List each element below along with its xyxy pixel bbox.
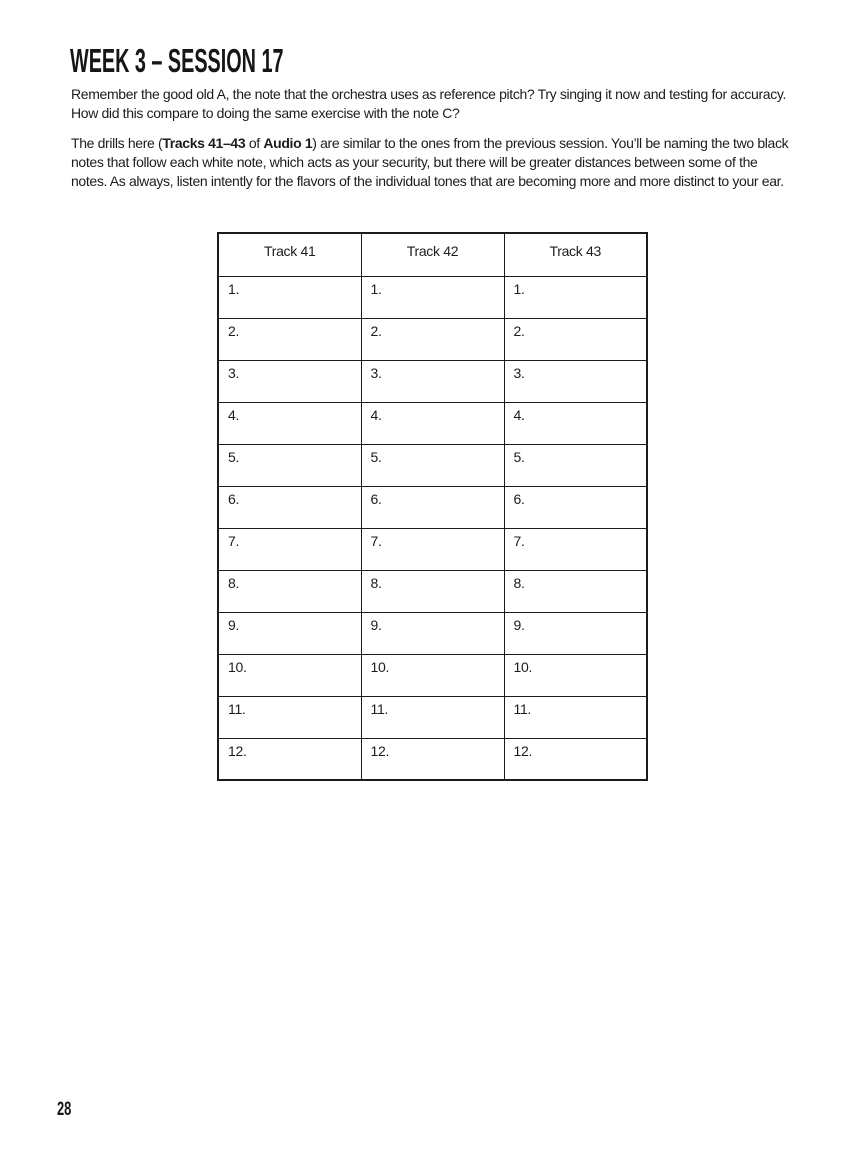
row-number: 8. [361,570,504,612]
table-row [218,612,647,654]
table-row [218,696,647,738]
table-row [218,528,647,570]
row-number: 12. [504,738,647,780]
paragraph-2-of: of [245,135,264,151]
row-number: 10. [361,654,504,696]
row-number: 8. [218,570,361,612]
row-number: 1. [218,276,361,318]
row-number: 5. [218,444,361,486]
table-row [218,276,647,318]
paragraph-2-lead: The drills here ( [71,135,163,151]
table-row [218,360,647,402]
row-number: 11. [218,696,361,738]
row-number: 9. [218,612,361,654]
row-number: 5. [504,444,647,486]
column-header-track-43: Track 43 [504,233,647,276]
row-number: 7. [361,528,504,570]
tracks-range-bold: Tracks 41–43 [162,135,246,151]
row-number: 7. [504,528,647,570]
drills-table [217,232,648,781]
page-number: 28 [57,1099,72,1120]
row-number: 12. [218,738,361,780]
table-row [218,570,647,612]
table-header-row [218,233,647,276]
audio-name-bold: Audio 1 [263,135,313,151]
row-number: 9. [504,612,647,654]
intro-paragraph-2 [71,134,797,191]
row-number: 3. [504,360,647,402]
row-number: 12. [361,738,504,780]
row-number: 3. [361,360,504,402]
row-number: 1. [504,276,647,318]
row-number: 10. [504,654,647,696]
row-number: 1. [361,276,504,318]
row-number: 2. [361,318,504,360]
row-number: 4. [504,402,647,444]
table-row [218,402,647,444]
column-header-track-41: Track 41 [218,233,361,276]
row-number: 2. [504,318,647,360]
table-row [218,654,647,696]
row-number: 11. [361,696,504,738]
row-number: 6. [504,486,647,528]
row-number: 2. [218,318,361,360]
row-number: 3. [218,360,361,402]
row-number: 10. [218,654,361,696]
row-number: 11. [504,696,647,738]
row-number: 4. [218,402,361,444]
row-number: 4. [361,402,504,444]
table-row [218,738,647,780]
table-row [218,444,647,486]
row-number: 6. [218,486,361,528]
row-number: 7. [218,528,361,570]
paragraph-2-rest: ) are similar to the ones from the previous session. You’ll be naming the two black notes that follow each white note, which acts as your security, but there will be greater distances between some of the notes. As always, listen intently for the flavors of the individual tones that are becoming more and more distinct to your ear. [71,135,789,189]
row-number: 8. [504,570,647,612]
table-row [218,318,647,360]
row-number: 5. [361,444,504,486]
row-number: 9. [361,612,504,654]
intro-paragraph-1: Remember the good old A, the note that the orchestra uses as reference pitch? Try singing it now and testing for accuracy. How did this compare to doing the same exercise with the note C? [71,86,787,121]
page-title: WEEK 3 – SESSION 17 [70,42,284,79]
row-number: 6. [361,486,504,528]
column-header-track-42: Track 42 [361,233,504,276]
table-row [218,486,647,528]
